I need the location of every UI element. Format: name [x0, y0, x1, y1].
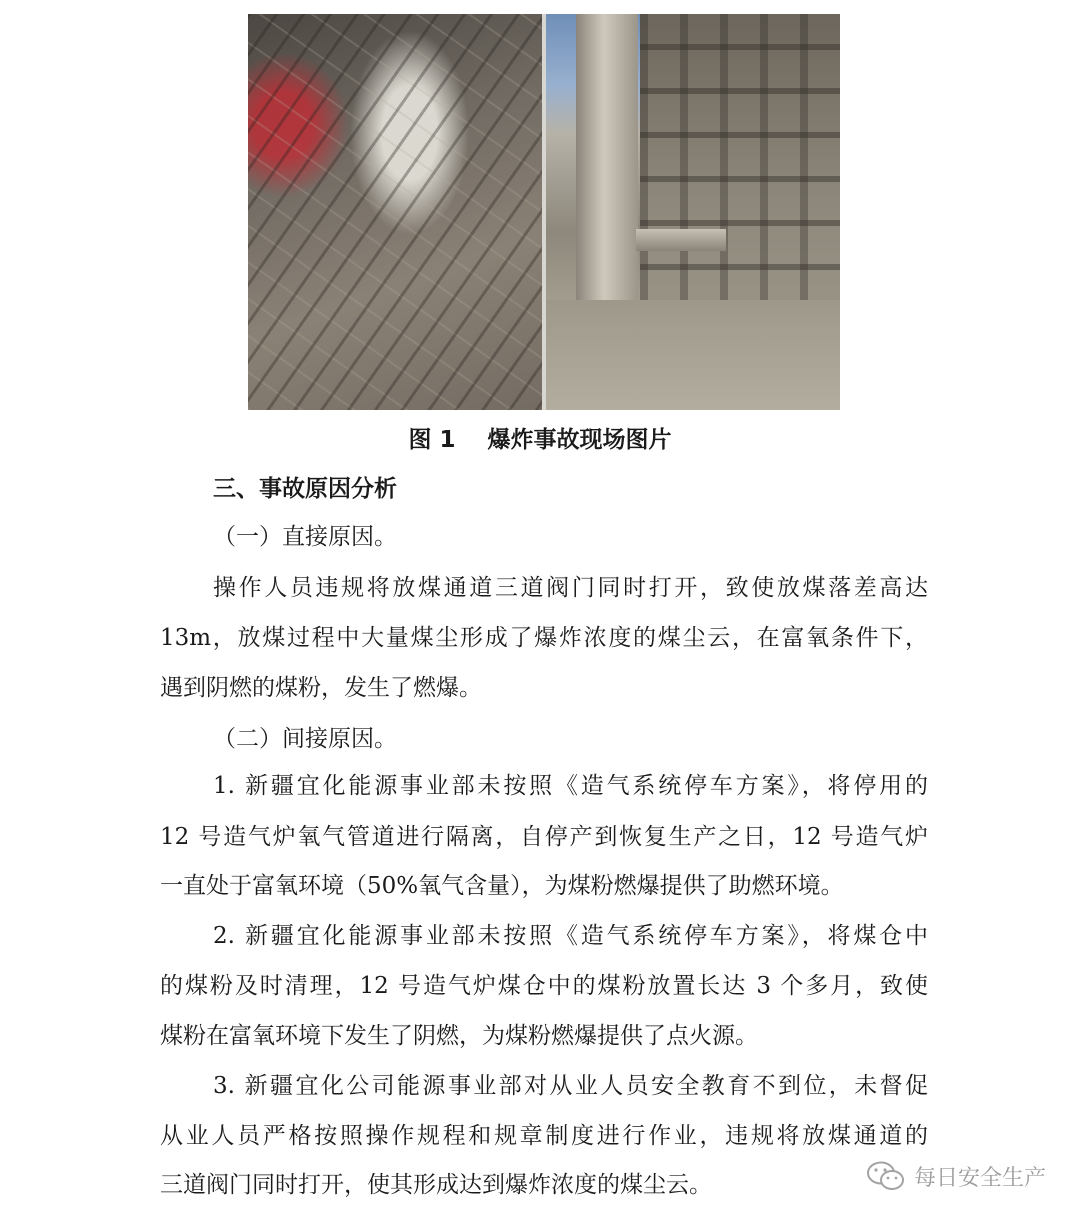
figure-caption: 图 1 爆炸事故现场图片	[408, 427, 672, 453]
direct-cause-title: （一）直接原因。	[213, 524, 397, 550]
direct-cause-line-1: 操作人员违规将放煤通道三道阀门同时打开，致使放煤落差高达	[213, 575, 928, 601]
item2-line-2: 的煤粉及时清理，12 号造气炉煤仓中的煤粉放置长达 3 个多月，致使	[160, 973, 928, 999]
accident-photo-debris	[248, 14, 542, 410]
direct-cause-line-3: 遇到阴燃的煤粉，发生了燃爆。	[160, 675, 482, 701]
item1-line-2: 12 号造气炉氧气管道进行隔离，自停产到恢复生产之日，12 号造气炉	[160, 824, 928, 850]
accident-scene-figure	[248, 14, 840, 410]
wechat-icon	[866, 1160, 906, 1192]
watermark	[866, 1160, 1046, 1192]
item1-line-3: 一直处于富氧环境（50%氧气含量），为煤粉燃爆提供了助燃环境。	[160, 873, 844, 899]
watermark-text: 每日安全生产	[913, 1165, 1046, 1191]
direct-cause-line-2: 13m，放煤过程中大量煤尘形成了爆炸浓度的煤尘云，在富氧条件下，	[160, 625, 928, 651]
item2-line-1: 2. 新疆宜化能源事业部未按照《造气系统停车方案》，将煤仓中	[213, 923, 928, 949]
item1-line-1: 1. 新疆宜化能源事业部未按照《造气系统停车方案》，将停用的	[213, 773, 928, 799]
indirect-cause-title: （二）间接原因。	[213, 726, 397, 752]
item3-line-2: 从业人员严格按照操作规程和规章制度进行作业，违规将放煤通道的	[160, 1123, 928, 1149]
item3-line-1: 3. 新疆宜化公司能源事业部对从业人员安全教育不到位，未督促	[213, 1073, 928, 1099]
item3-line-3: 三道阀门同时打开，使其形成达到爆炸浓度的煤尘云。	[160, 1172, 712, 1198]
item2-line-3: 煤粉在富氧环境下发生了阴燃，为煤粉燃爆提供了点火源。	[160, 1023, 758, 1049]
accident-photo-plant	[546, 14, 840, 410]
section-heading: 三、事故原因分析	[213, 476, 397, 502]
